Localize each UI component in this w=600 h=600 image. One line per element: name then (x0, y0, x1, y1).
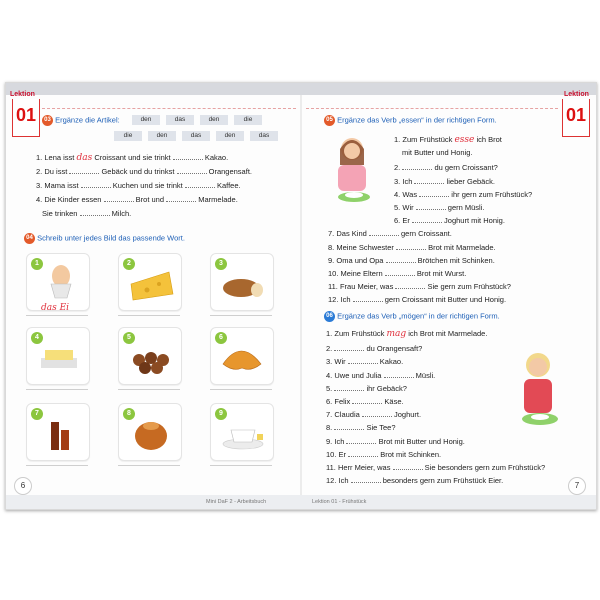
lesson-number-left: 01 (15, 105, 37, 125)
answer-line[interactable] (118, 315, 180, 316)
answer-blank[interactable] (177, 165, 207, 174)
ex5-number-badge: 05 (324, 115, 335, 126)
answer-blank[interactable] (348, 448, 378, 457)
line-text: Ich (340, 295, 351, 305)
line-number: 3. (326, 357, 333, 367)
answer-blank[interactable] (348, 355, 378, 364)
answer-blank[interactable] (396, 241, 426, 250)
line-text: Kakao. (204, 153, 229, 162)
article-chip: den (216, 131, 244, 141)
answer-line[interactable] (118, 465, 180, 466)
line-text: gern Croissant mit Butter und Honig. (384, 295, 507, 305)
ex5-line (328, 280, 511, 291)
line-text: du Orangensaft? (366, 344, 423, 354)
article-chip: das (166, 115, 194, 125)
lesson-ribbon-right (562, 99, 590, 137)
ex5-line (402, 148, 472, 157)
lektion-label-right: Lektion (564, 91, 589, 98)
line-text: Ich (402, 176, 413, 186)
ex5-line (394, 161, 498, 172)
line-text: Das Kind (336, 229, 367, 239)
line-text: Milch. (111, 209, 132, 218)
ex6-line (326, 342, 422, 353)
ex5-line (394, 135, 502, 145)
line-text: ich Brot (476, 135, 502, 144)
answer-blank[interactable] (385, 267, 415, 276)
line-text: Joghurt. (393, 410, 422, 420)
ex4-number-badge: 04 (24, 233, 35, 244)
line-text: Meine Eltern (340, 269, 383, 278)
ex6-line (326, 355, 403, 366)
line-text: gern Müsli. (447, 203, 485, 212)
ex3-number-badge: 03 (42, 115, 53, 126)
line-text: Wir (402, 203, 414, 212)
answer-blank[interactable] (353, 293, 383, 302)
ex6-line (326, 369, 435, 380)
answer-blank[interactable] (402, 161, 432, 170)
line-text: Claudia (334, 410, 360, 420)
line-text: Sie trinken (42, 209, 78, 218)
ex4-instruction-text: Schreib unter jedes Bild das passende Wort. (37, 233, 185, 243)
answer-line[interactable] (26, 465, 88, 466)
handwritten-answer: das (76, 153, 93, 163)
line-number: 9. (328, 255, 335, 265)
ex5-line (394, 188, 532, 199)
line-text: ich Brot mit Marmelade. (408, 329, 488, 338)
ex3-instruction (42, 115, 120, 126)
line-number: 5. (394, 203, 401, 212)
answer-blank[interactable] (69, 165, 99, 174)
line-text: Brot und (135, 195, 165, 204)
line-text: Sie gern zum Frühstück? (427, 282, 511, 292)
line-number: 7. (326, 410, 333, 420)
answer-line[interactable] (210, 465, 272, 466)
card-number: 2 (123, 258, 135, 270)
line-text: Mama isst (44, 181, 79, 190)
line-number: 4. (36, 195, 43, 204)
answer-blank[interactable] (416, 201, 446, 210)
line-text: Kuchen und sie trinkt (112, 181, 183, 190)
line-number: 8. (326, 423, 333, 433)
picture-card-cheese (118, 253, 182, 311)
answer-blank[interactable] (81, 179, 111, 188)
lesson-reference: Lektion 01 - Frühstück (312, 499, 367, 505)
card-number: 8 (123, 408, 135, 420)
ex5-instruction (324, 115, 497, 126)
answer-blank[interactable] (173, 151, 203, 160)
line-text: Marmelade. (198, 195, 238, 204)
line-text: Käse. (384, 397, 404, 406)
picture-card-cookies (118, 327, 182, 385)
line-number: 10. (328, 269, 339, 278)
ex3-instruction-text: Ergänze die Artikel: (55, 115, 120, 125)
ex6-instruction-text: Ergänze das Verb „mögen“ in der richtigen Form. (337, 311, 500, 321)
workbook-spread (5, 82, 597, 510)
ex3-line (36, 179, 241, 190)
page-number-right: 7 (568, 477, 586, 495)
answer-blank[interactable] (414, 175, 444, 184)
boy-illustration (510, 347, 570, 437)
line-text: Du isst (44, 167, 68, 176)
line-text: Er (338, 449, 347, 459)
line-text: ihr Gebäck? (366, 383, 407, 393)
line-text: du gern Croissant? (434, 163, 498, 173)
picture-card-cake (118, 403, 182, 461)
top-band (6, 83, 596, 95)
answer-blank[interactable] (386, 254, 416, 263)
line-number: 9. (326, 436, 333, 446)
ex5-line (328, 293, 506, 304)
ex6-line (326, 448, 441, 459)
answer-line[interactable] (210, 315, 272, 316)
ex3-line (36, 165, 252, 176)
line-text: Ich (334, 436, 345, 446)
ex6-line (326, 461, 545, 472)
ex5-line (328, 267, 466, 278)
line-number: 6. (326, 397, 333, 406)
ex6-line (326, 408, 421, 419)
line-text: Wir (334, 357, 346, 367)
line-text: Brötchen mit Schinken. (417, 255, 495, 265)
ex5-instruction-text: Ergänze das Verb „essen“ in der richtigen Form. (337, 115, 497, 125)
article-chip: den (132, 115, 160, 125)
line-number: 2. (36, 167, 43, 176)
line-text: Was (402, 189, 418, 199)
line-text: Gebäck und du trinkst (101, 167, 175, 176)
answer-blank[interactable] (166, 193, 196, 202)
ex6-line (326, 435, 465, 446)
answer-blank[interactable] (185, 179, 215, 188)
ex5-line (394, 175, 495, 186)
picture-card-bottles (26, 403, 90, 461)
article-chip: die (114, 131, 142, 141)
line-text: Kaffee. (216, 181, 241, 190)
page-gutter (300, 95, 302, 495)
line-text: Joghurt mit Honig. (444, 216, 505, 226)
line-text: Kakao. (379, 357, 404, 367)
line-text: Frau Meier, was (339, 282, 394, 292)
ex5-line (328, 227, 452, 238)
line-text: Brot mit Wurst. (416, 269, 467, 278)
ex6-line (326, 382, 407, 393)
line-number: 10. (326, 449, 337, 459)
answer-blank[interactable] (362, 408, 392, 417)
line-number: 2. (394, 163, 401, 173)
line-text: gern Croissant. (400, 229, 452, 239)
line-text: Die Kinder essen (44, 195, 102, 204)
ex5-line (394, 201, 484, 212)
line-text: ihr gern zum Frühstück? (451, 189, 533, 199)
line-number: 3. (36, 181, 43, 190)
article-chip: die (234, 115, 262, 125)
line-number: 11. (328, 282, 338, 292)
answer-line[interactable] (210, 389, 272, 390)
ex5-line (394, 214, 505, 225)
line-text: Brot mit Marmelade. (428, 242, 496, 252)
line-number: 2. (326, 344, 333, 354)
line-number: 1. (394, 135, 401, 144)
line-number: 3. (394, 176, 401, 186)
picture-card-tea (210, 403, 274, 461)
line-number: 7. (328, 229, 335, 239)
line-text: Herr Meier, was (337, 463, 391, 472)
card-number: 3 (215, 258, 227, 270)
girl-eating-illustration (324, 131, 386, 211)
line-text: Meine Schwester (336, 242, 394, 252)
line-number: 5. (326, 383, 333, 393)
line-text: Sie Tee? (366, 423, 396, 433)
handwritten-answer: esse (454, 135, 475, 145)
line-number: 12. (328, 295, 339, 305)
line-text: Ich (338, 476, 349, 486)
article-chip: das (182, 131, 210, 141)
answer-blank[interactable] (419, 188, 449, 197)
picture-card-bread (210, 253, 274, 311)
card-number: 9 (215, 408, 227, 420)
line-number: 4. (326, 370, 333, 380)
card-answer-1: das Ei (41, 303, 70, 313)
card-number: 6 (215, 332, 227, 344)
answer-blank[interactable] (352, 395, 382, 404)
ex6-line (326, 395, 404, 406)
ex6-number-badge: 06 (324, 311, 335, 322)
picture-card-butter (26, 327, 90, 385)
answer-blank[interactable] (369, 227, 399, 236)
ex6-instruction (324, 311, 500, 322)
ex3-line (36, 193, 238, 204)
ex4-instruction (24, 233, 185, 244)
answer-blank[interactable] (384, 369, 414, 378)
answer-line[interactable] (26, 315, 88, 316)
dashed-rule-right (306, 108, 558, 109)
line-text: mit Butter und Honig. (402, 148, 473, 158)
line-text: Oma und Opa (336, 255, 384, 265)
lektion-label-left: Lektion (10, 91, 35, 98)
answer-blank[interactable] (334, 382, 364, 391)
answer-blank[interactable] (351, 474, 381, 483)
card-number: 7 (31, 408, 43, 420)
line-number: 1. (326, 329, 333, 338)
line-text: lieber Gebäck. (446, 176, 495, 186)
line-text: Zum Frühstück (334, 329, 385, 338)
line-number: 11. (326, 463, 336, 472)
answer-line[interactable] (26, 389, 88, 390)
article-chip: den (148, 131, 176, 141)
answer-blank[interactable] (346, 435, 376, 444)
line-text: Sie besonders gern zum Frühstück? (424, 463, 546, 472)
line-number: 8. (328, 242, 335, 252)
bottom-band (6, 495, 596, 509)
card-number: 4 (31, 332, 43, 344)
answer-line[interactable] (118, 389, 180, 390)
answer-blank[interactable] (80, 207, 110, 216)
lesson-ribbon-left (12, 99, 40, 137)
answer-blank[interactable] (393, 461, 423, 470)
card-number: 5 (123, 332, 135, 344)
ex3-line (36, 151, 228, 163)
line-text: Felix (334, 397, 351, 406)
line-text: Brot mit Butter und Honig. (378, 436, 465, 446)
answer-blank[interactable] (334, 421, 364, 430)
ex5-line (328, 241, 496, 252)
ex5-line (328, 254, 495, 265)
line-text: Zum Frühstück (402, 135, 453, 144)
line-text: Orangensaft. (208, 167, 252, 176)
answer-blank[interactable] (334, 342, 364, 351)
article-chip: den (200, 115, 228, 125)
ex3-line (42, 207, 131, 218)
line-text: Lena isst (44, 153, 75, 162)
card-number: 1 (31, 258, 43, 270)
line-text: Croissant und sie trinkt (94, 153, 171, 162)
answer-blank[interactable] (395, 280, 425, 289)
line-number: 12. (326, 476, 337, 486)
line-number: 4. (394, 189, 401, 199)
line-text: besonders gern zum Frühstück Eier. (382, 476, 504, 486)
line-number: 1. (36, 153, 43, 162)
article-chip: das (250, 131, 278, 141)
answer-blank[interactable] (104, 193, 134, 202)
page-number-left: 6 (14, 477, 32, 495)
line-text: Müsli. (415, 370, 436, 380)
line-text: Er (402, 216, 410, 226)
dashed-rule-left (42, 108, 296, 109)
line-text: Uwe und Julia (334, 370, 382, 380)
answer-blank[interactable] (412, 214, 442, 223)
line-number: 6. (394, 216, 401, 226)
picture-card-croissant (210, 327, 274, 385)
book-title: Mini DaF 2 - Arbeitsbuch (206, 499, 267, 505)
ex6-line (326, 421, 396, 432)
handwritten-answer: mag (386, 329, 407, 339)
ex6-line (326, 329, 487, 339)
ex6-line (326, 474, 503, 485)
lesson-number-right: 01 (565, 105, 587, 125)
line-text: Brot mit Schinken. (380, 449, 442, 459)
